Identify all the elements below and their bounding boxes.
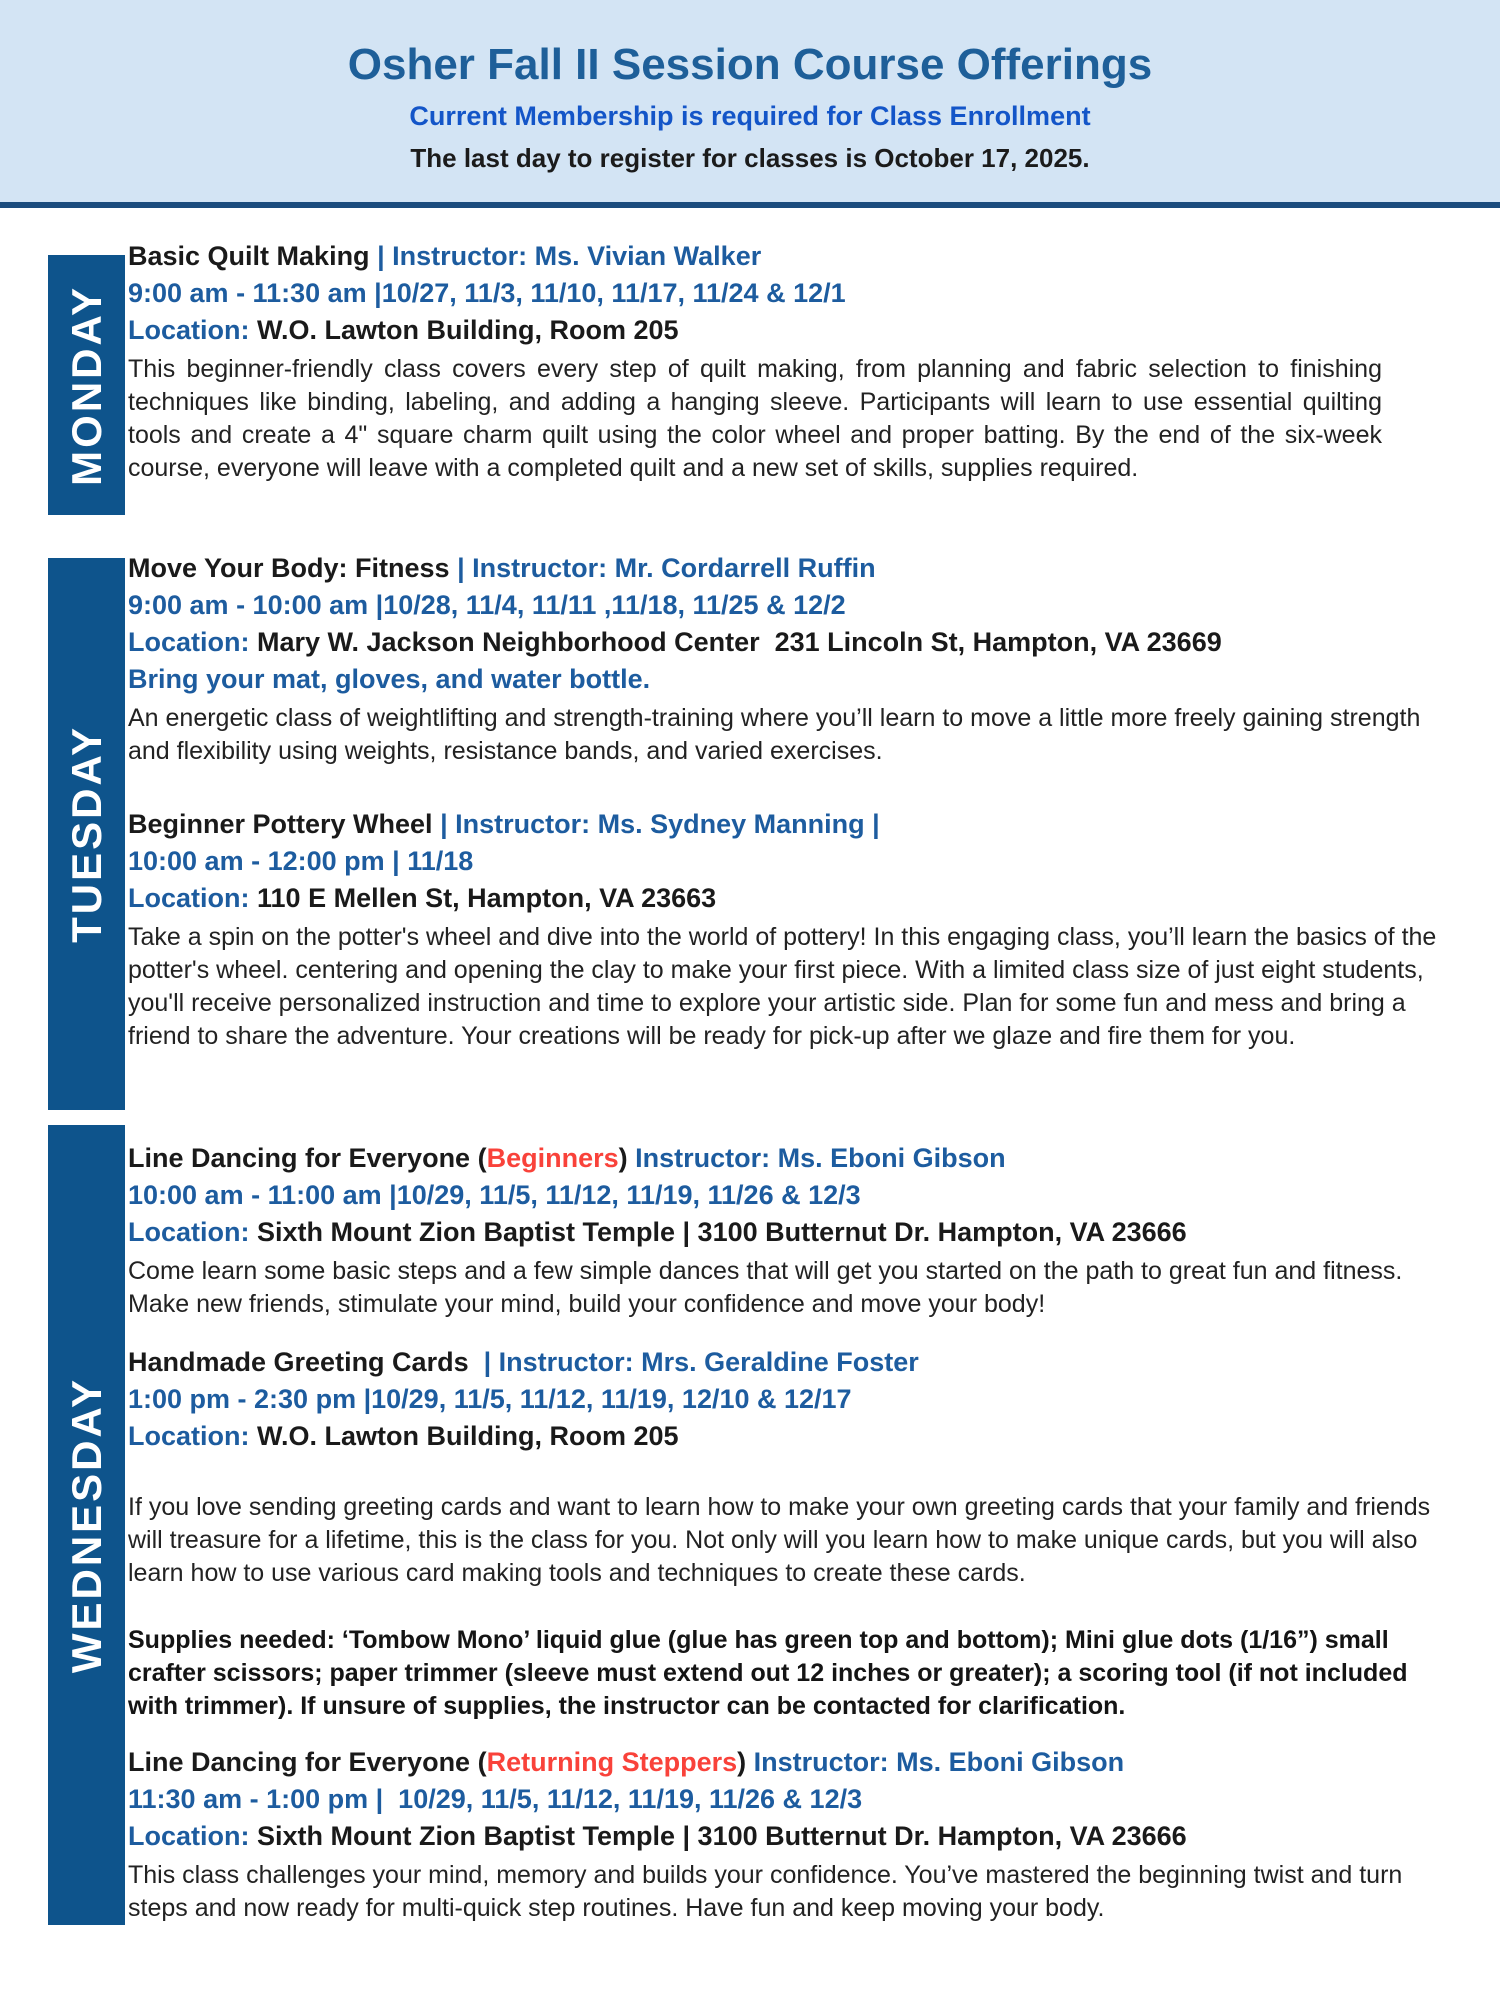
course-description: Come learn some basic steps and a few simple dances that will get you started on the path to great fun and fitness. Make new friends, stimulate your mind, build your confidence and move your body! xyxy=(128,1257,1403,1318)
instructor-text: | Instructor: Ms. Vivian Walker xyxy=(377,241,762,271)
location-label: Location: xyxy=(128,1421,250,1451)
course-level-highlight: Returning Steppers xyxy=(486,1747,738,1777)
course-title-suffix: ) xyxy=(618,1143,636,1173)
course-title-line xyxy=(128,550,1440,587)
course-level-highlight: Beginners xyxy=(486,1143,619,1173)
location-line xyxy=(128,1818,1440,1855)
location-line xyxy=(128,880,1440,917)
header-banner xyxy=(0,0,1500,202)
course-title-suffix: ) xyxy=(737,1747,754,1777)
course-beginner-pottery-wheel xyxy=(128,806,1440,1053)
location-text: Sixth Mount Zion Baptist Temple | 3100 Butternut Dr. Hampton, VA 23666 xyxy=(257,1217,1187,1247)
course-description: This beginner-friendly class covers every step of quilt making, from planning and fabric selection to finishing techniques like binding, labeling, and adding a hanging sleeve. Participants will learn to use essential quilting tools and create a 4" square charm quilt using the color wheel and proper batting. By the end of the six-week course, everyone will leave with a completed quilt and a new set of skills, supplies required. xyxy=(128,355,1382,482)
course-title: Handmade Greeting Cards xyxy=(128,1347,484,1377)
course-basic-quilt-making xyxy=(128,238,1440,485)
location-text: Mary W. Jackson Neighborhood Center 231 Lincoln St, Hampton, VA 23669 xyxy=(257,627,1222,657)
location-label: Location: xyxy=(128,1821,250,1851)
course-title-line xyxy=(128,806,1440,843)
location-line xyxy=(128,312,1440,349)
schedule-line: 1:00 pm - 2:30 pm |10/29, 11/5, 11/12, 11/19, 12/10 & 12/17 xyxy=(128,1384,852,1414)
schedule-line: 9:00 am - 11:30 am |10/27, 11/3, 11/10, 11/17, 11/24 & 12/1 xyxy=(128,278,846,308)
day-bar-tuesday xyxy=(48,558,125,1110)
location-label: Location: xyxy=(128,883,250,913)
course-title-line xyxy=(128,1344,1440,1381)
page-title: Osher Fall II Session Course Offerings xyxy=(347,40,1153,89)
day-label-wednesday: WEDNESDAY xyxy=(62,1376,110,1674)
course-description: An energetic class of weightlifting and strength-training where you’ll learn to move a little more freely gaining strength and flexibility using weights, resistance bands, and varied exercises. xyxy=(128,704,1421,765)
course-title: Move Your Body: Fitness xyxy=(128,553,458,583)
course-handmade-greeting-cards xyxy=(128,1344,1440,1723)
schedule-line: 11:30 am - 1:00 pm | 10/29, 11/5, 11/12, 11/19, 11/26 & 12/3 xyxy=(128,1784,863,1814)
course-move-your-body-fitness xyxy=(128,550,1440,768)
course-title: Basic Quilt Making xyxy=(128,241,378,271)
location-line xyxy=(128,1214,1440,1251)
header-divider xyxy=(0,202,1500,208)
membership-note: Current Membership is required for Class Enrollment xyxy=(409,101,1091,132)
schedule-line: 10:00 am - 12:00 pm | 11/18 xyxy=(128,846,474,876)
instructor-text: Instructor: Ms. Eboni Gibson xyxy=(753,1747,1125,1777)
instructor-text: | Instructor: Ms. Sydney Manning | xyxy=(440,809,880,839)
course-line-dancing-beginners xyxy=(128,1140,1440,1321)
course-description: Take a spin on the potter's wheel and dive into the world of pottery! In this engaging class, you’ll learn the basics of the potter's wheel. centering and opening the clay to make your first piece. With a limited class size of just eight students, you'll receive personalized instruction and time to explore your artistic side. Plan for some fun and mess and bring a friend to share the adventure. Your creations will be ready for pick-up after we glaze and fire them for you. xyxy=(128,923,1437,1050)
bring-items-note: Bring your mat, gloves, and water bottle. xyxy=(128,664,651,694)
instructor-text: | Instructor: Mr. Cordarrell Ruffin xyxy=(457,553,876,583)
instructor-text: | Instructor: Mrs. Geraldine Foster xyxy=(483,1347,919,1377)
instructor-text: Instructor: Ms. Eboni Gibson xyxy=(635,1143,1006,1173)
supplies-note: Supplies needed: ‘Tombow Mono’ liquid glue (glue has green top and bottom); Mini glue dots (1/16”) small crafter scissors; paper trimmer (sleeve must extend out 12 inches or greater); a scoring tool (if not included with trimmer). If unsure of supplies, the instructor can be contacted for clarification. xyxy=(128,1626,1408,1720)
course-line-dancing-returning-steppers xyxy=(128,1744,1440,1925)
location-text: 110 E Mellen St, Hampton, VA 23663 xyxy=(257,883,717,913)
location-label: Location: xyxy=(128,627,250,657)
course-title: Beginner Pottery Wheel xyxy=(128,809,441,839)
course-title-prefix: Line Dancing for Everyone ( xyxy=(128,1747,487,1777)
course-title-line xyxy=(128,238,1440,275)
day-bar-monday xyxy=(48,255,125,515)
location-line xyxy=(128,624,1440,661)
course-title-line xyxy=(128,1744,1440,1781)
registration-deadline: The last day to register for classes is October 17, 2025. xyxy=(410,143,1090,174)
location-text: W.O. Lawton Building, Room 205 xyxy=(257,1421,679,1451)
location-text: Sixth Mount Zion Baptist Temple | 3100 Butternut Dr. Hampton, VA 23666 xyxy=(257,1821,1187,1851)
location-label: Location: xyxy=(128,315,250,345)
location-text: W.O. Lawton Building, Room 205 xyxy=(257,315,679,345)
course-title-prefix: Line Dancing for Everyone ( xyxy=(128,1143,487,1173)
day-bar-wednesday xyxy=(48,1125,125,1925)
schedule-line: 10:00 am - 11:00 am |10/29, 11/5, 11/12, 11/19, 11/26 & 12/3 xyxy=(128,1180,861,1210)
course-title-line xyxy=(128,1140,1440,1177)
course-description: If you love sending greeting cards and want to learn how to make your own greeting cards that your family and friends will treasure for a lifetime, this is the class for you. Not only will you learn how to make unique cards, but you will also learn how to use various card making tools and techniques to create these cards. xyxy=(128,1493,1431,1587)
location-line xyxy=(128,1418,1440,1455)
location-label: Location: xyxy=(128,1217,250,1247)
day-label-monday: MONDAY xyxy=(62,284,110,486)
schedule-line: 9:00 am - 10:00 am |10/28, 11/4, 11/11 ,11/18, 11/25 & 12/2 xyxy=(128,590,846,620)
course-description: This class challenges your mind, memory and builds your confidence. You’ve mastered the beginning twist and turn steps and now ready for multi-quick step routines. Have fun and keep moving your body. xyxy=(128,1861,1403,1922)
day-label-tuesday: TUESDAY xyxy=(62,725,110,943)
